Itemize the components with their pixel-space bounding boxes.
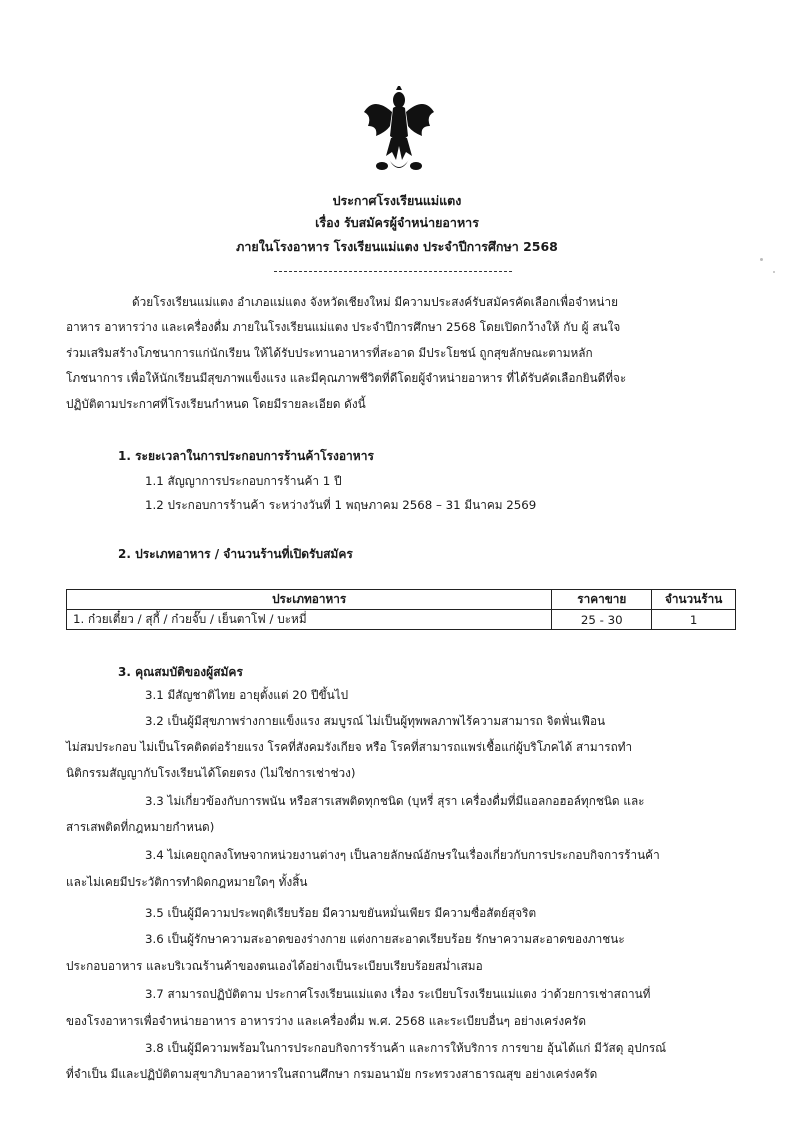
intro-line: ปฏิบัติตามประกาศที่โรงเรียนกำหนด โดยมีรายละเอียด ดังนี้ [66, 397, 366, 411]
qualification-line: 3.2 เป็นผู้มีสุขภาพร่างกายแข็งแรง สมบูรณ์ ไม่เป็นผู้ทุพพลภาพไร้ความสามารถ จิตฟั่นเฟือน [145, 714, 606, 728]
qualification-line: ประกอบอาหาร และบริเวณร้านค้าของตนเองได้อย่างเป็นระเบียบเรียบร้อยสม่ำเสมอ [66, 959, 483, 973]
intro-line: อาหาร อาหารว่าง และเครื่องดื่ม ภายในโรงเรียนแม่แตง ประจำปีการศึกษา 2568 โดยเปิดกว้างให้ กับ ผู้ สนใจ [66, 320, 621, 334]
qualification-line: 3.5 เป็นผู้มีความประพฤติเรียบร้อย มีความขยันหมั่นเพียร มีความซื่อสัตย์สุจริต [145, 906, 537, 920]
section-heading-food-types: 2. ประเภทอาหาร / จำนวนร้านที่เปิดรับสมัคร [118, 547, 353, 561]
qualification-line: 3.8 เป็นผู้มีความพร้อมในการประกอบกิจการร้านค้า และการให้บริการ การขาย อุ้นได้แก่ มีวัสดุ อุปกรณ์ [145, 1041, 667, 1055]
cell-shop-count: 1 [652, 610, 736, 630]
section-heading-qualifications: 3. คุณสมบัติของผู้สมัคร [118, 665, 243, 679]
title-divider [274, 271, 512, 272]
intro-line: ด้วยโรงเรียนแม่แตง อำเภอแม่แตง จังหวัดเชียงใหม่ มีความประสงค์รับสมัครคัดเลือกเพื่อจำหน่าย [132, 295, 618, 309]
column-header-shop-count: จำนวนร้าน [652, 590, 736, 610]
intro-line: ร่วมเสริมสร้างโภชนาการแก่นักเรียน ให้ได้รับประทานอาหารที่สะอาด มีประโยชน์ ถูกสุขลักษณะตามหลัก [66, 346, 593, 360]
qualification-line: และไม่เคยมีประวัติการทำผิดกฎหมายใดๆ ทั้งสิ้น [66, 875, 308, 889]
section-heading-period: 1. ระยะเวลาในการประกอบการร้านค้าโรงอาหาร [118, 449, 374, 463]
scan-speck [760, 258, 763, 261]
qualification-line: 3.4 ไม่เคยถูกลงโทษจากหน่วยงานต่างๆ เป็นลายลักษณ์อักษรในเรื่องเกี่ยวกับการประกอบกิจการร้านค้า [145, 848, 660, 862]
qualification-line: ที่จำเป็น มีและปฏิบัติตามสุขาภิบาลอาหารในสถานศึกษา กรมอนามัย กระทรวงสาธารณสุข อย่างเคร่งครัด [66, 1067, 598, 1081]
cell-food-type: 1. ก๋วยเตี๋ยว / สุกี้ / ก๋วยจั๊บ / เย็นตาโฟ / บะหมี่ [67, 610, 552, 630]
cell-price: 25 - 30 [552, 610, 652, 630]
column-header-price: ราคาขาย [552, 590, 652, 610]
qualification-line: 3.1 มีสัญชาติไทย อายุตั้งแต่ 20 ปีขึ้นไป [145, 688, 349, 702]
qualification-line: สารเสพติดที่กฎหมายกำหนด) [66, 820, 215, 834]
food-type-table [66, 589, 736, 630]
announcement-subject: เรื่อง รับสมัครผู้จำหน่ายอาหาร [315, 215, 479, 230]
table-header-row [67, 590, 736, 610]
intro-line: โภชนาการ เพื่อให้นักเรียนมีสุขภาพแข็งแรง และมีคุณภาพชีวิตที่ดีโดยผู้จำหน่ายอาหาร ที่ได้รับคัดเลือกยินดีที่จะ [66, 371, 627, 385]
qualification-line: นิติกรรมสัญญากับโรงเรียนได้โดยตรง (ไม่ใช่การเช่าช่วง) [66, 766, 356, 780]
announcement-scope: ภายในโรงอาหาร โรงเรียนแม่แตง ประจำปีการศึกษา 2568 [236, 239, 558, 254]
section-item: 1.2 ประกอบการร้านค้า ระหว่างวันที่ 1 พฤษภาคม 2568 – 31 มีนาคม 2569 [145, 498, 537, 512]
table-row [67, 610, 736, 630]
column-header-food-type: ประเภทอาหาร [67, 590, 552, 610]
qualification-line: 3.6 เป็นผู้รักษาความสะอาดของร่างกาย แต่งกายสะอาดเรียบร้อย รักษาความสะอาดของภาชนะ [145, 932, 625, 946]
announcement-title: ประกาศโรงเรียนแม่แตง [332, 193, 462, 208]
qualification-line: ของโรงอาหารเพื่อจำหน่ายอาหาร อาหารว่าง และเครื่องดื่ม พ.ศ. 2568 และระเบียบอื่นๆ อย่างเคร่งครัด [66, 1014, 587, 1028]
garuda-emblem-icon [362, 86, 436, 176]
scan-speck [773, 271, 775, 273]
qualification-line: ไม่สมประกอบ ไม่เป็นโรคติดต่อร้ายแรง โรคที่สังคมรังเกียจ หรือ โรคที่สามารถแพร่เชื้อแก่ผู้บริโภคได้ สามารถทำ [66, 740, 633, 754]
qualification-line: 3.7 สามารถปฏิบัติตาม ประกาศโรงเรียนแม่แตง เรื่อง ระเบียบโรงเรียนแม่แตง ว่าด้วยการเช่าสถานที่ [145, 987, 651, 1001]
qualification-line: 3.3 ไม่เกี่ยวข้องกับการพนัน หรือสารเสพติดทุกชนิด (บุหรี่ สุรา เครื่องดื่มที่มีแอลกอฮอล์ทุกชนิด และ [145, 794, 645, 808]
section-item: 1.1 สัญญาการประกอบการร้านค้า 1 ปี [145, 474, 342, 488]
